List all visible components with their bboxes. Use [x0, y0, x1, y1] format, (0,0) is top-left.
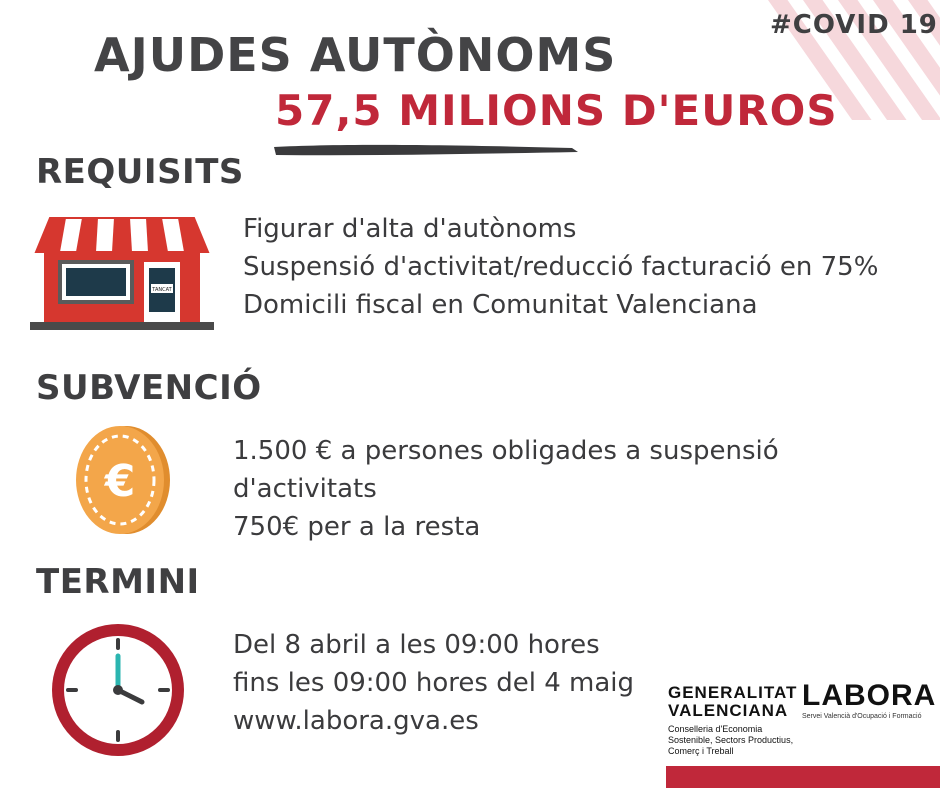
page-title: AJUDES AUTÒNOMS	[94, 28, 617, 82]
termini-text	[233, 626, 634, 740]
svg-text:€: €	[104, 456, 136, 507]
termini-heading: TERMINI	[36, 562, 200, 602]
brush-underline	[272, 138, 582, 160]
generalitat-logo: GENERALITAT VALENCIANA Conselleria d'Economia Sostenible, Sectors Productius, Comerç i Treball	[668, 683, 798, 756]
labora-logo: LABORA Servei Valencià d'Ocupació i Formació	[802, 679, 937, 720]
subvencio-text	[233, 432, 779, 546]
list-item: Domicili fiscal en Comunitat Valenciana	[243, 290, 758, 320]
page-subtitle: 57,5 MILIONS D'EUROS	[275, 86, 838, 135]
text-line: fins les 09:00 hores del 4 maig	[233, 668, 634, 698]
text-line: 1.500 € a persones obligades a suspensió	[233, 436, 779, 466]
requisits-list	[243, 210, 878, 324]
text-line: 750€ per a la resta	[233, 512, 481, 542]
shop-sign-text: TANCAT	[152, 287, 172, 293]
text-line: d'activitats	[233, 474, 377, 504]
euro-coin-icon	[68, 420, 178, 540]
hashtag: #COVID 19	[770, 10, 938, 40]
clock-icon	[50, 622, 186, 758]
footer-red-bar	[666, 766, 940, 788]
requisits-heading: REQUISITS	[36, 152, 244, 192]
subvencio-heading: SUBVENCIÓ	[36, 368, 262, 408]
list-item: Suspensió d'activitat/reducció facturació en 75%	[243, 252, 879, 282]
text-line: Del 8 abril a les 09:00 hores	[233, 630, 600, 660]
text-line: www.labora.gva.es	[233, 706, 479, 736]
shop-icon	[30, 208, 214, 334]
list-item: Figurar d'alta d'autònoms	[243, 214, 577, 244]
